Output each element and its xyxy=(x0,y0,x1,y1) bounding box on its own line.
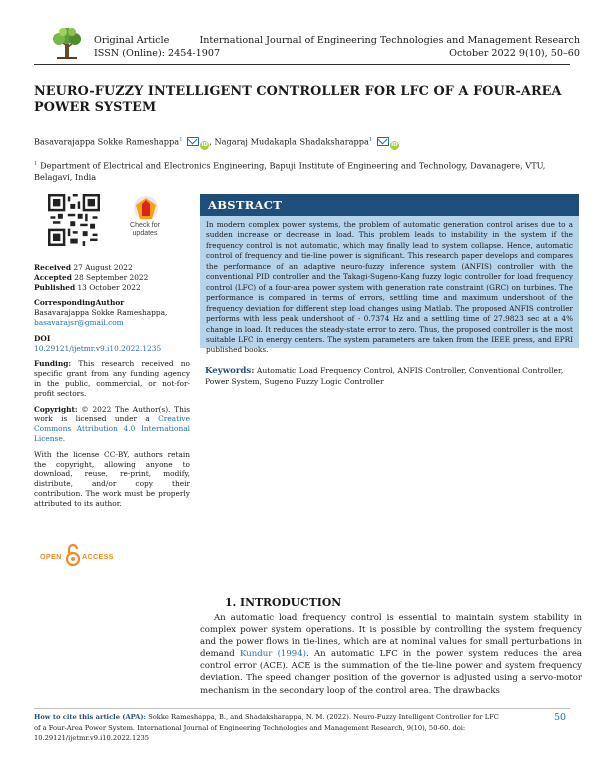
article-type: Original Article xyxy=(94,35,170,46)
journal-header xyxy=(50,26,580,60)
qr-code-icon xyxy=(48,194,100,246)
received-date: 27 August 2022 xyxy=(73,263,133,272)
abstract-text: In modern complex power systems, the problem of automatic generation control arises due to a sudden increase or decrease in load. This problem leads to instability in the system if the frequency control is not automatic, which may finally lead to system collapse. Hence, automatic control of frequency and tie-line power is significant. This research paper develops and compares the performance of an adaptive neuro-fuzzy inference system (ANFIS) controller with the conventional PID controller and the Takagi-Sugeno-Kang fuzzy logic controller for load frequency control (LFC) of a four-area power system with generation rate constraint (GRC) on turbines. The performance is compared in terms of errors, settling time and maximum undershoot of the frequency deviation for different step load changes using Matlab. The proposed ANFIS controller performs with less peak undershoot of - 0.7374 Hz and a settling time of 27.9823 sec at a 4% change in load. It reduces the steady-state error to zero. Thus, the proposed controller is the most suitable LFC in energy centers. The system parameters are taken from the IEEE press, and EPRI published books. xyxy=(206,220,573,355)
article-meta xyxy=(34,263,190,515)
keywords-label: Keywords: xyxy=(205,366,255,376)
keywords-text: Automatic Load Frequency Control, ANFIS Controller, Conventional Controller, Power System, Sugeno Fuzzy Logic Controller xyxy=(205,366,564,386)
abstract-heading: ABSTRACT xyxy=(208,198,283,212)
issn: ISSN (Online): 2454-1907 xyxy=(94,48,221,59)
journal-name: International Journal of Engineering Technologies and Management Research xyxy=(199,35,580,46)
copyright-text: © 2022 The Author(s). This work is licensed under a xyxy=(34,404,190,424)
corresponding-label: CorrespondingAuthor xyxy=(34,298,125,308)
corresponding-author xyxy=(34,298,190,327)
corresponding-email-link[interactable]: basavarajsr@gmail.com xyxy=(34,317,124,327)
how-to-cite-label: How to cite this article (APA): xyxy=(34,713,147,721)
doi-block xyxy=(34,334,190,354)
intro-text-b: . An automatic LFC in the power system reduces the area control error (ACE). ACE is the summation of the tie-line power and system frequency deviation. The speed changer position of the governor is adjusted using a servo-motor mechanism in the secondary loop of the control area. The drawbacks xyxy=(200,649,583,696)
funding-label: Funding: xyxy=(34,359,72,369)
keywords xyxy=(205,366,575,387)
issue-info: October 2022 9(10), 50–60 xyxy=(449,48,580,59)
citation-text: Sokke Rameshappa, B., and Shadaksharappa, N. M. (2022). Neuro-Fuzzy Intelligent Controller for LFC of a Four-Area Power System. International Journal of Engineering Technologies and Management Research, 9(10), 50-60. doi: 10.29121/ijetmr.v9.i10.2022.1235 xyxy=(34,713,499,742)
open-access-label-right: ACCESS xyxy=(82,552,114,561)
doi-label: DOI xyxy=(34,333,51,343)
dates xyxy=(34,263,190,292)
published-date: 13 October 2022 xyxy=(77,282,141,292)
funding-block xyxy=(34,359,190,398)
section-heading: 1. INTRODUCTION xyxy=(225,596,342,609)
footer-divider xyxy=(34,708,570,709)
open-lock-icon xyxy=(66,544,80,566)
author-2-sup: 1 xyxy=(368,137,373,143)
copyright-block xyxy=(34,405,190,444)
journal-tree-logo-icon xyxy=(50,26,84,62)
author-list: Basavarajappa Sokke Rameshappa$^1$ iD, Nagaraj Mudakapla Shadaksharappa$^1$ iD xyxy=(34,136,398,148)
abstract-box xyxy=(200,194,579,355)
intro-text-a: An automatic load frequency control is essential to maintain system stability in complex power system operations. It is possible by controlling the system frequency and the power flows in tie-lines, which are at nominal values for small perturbations in demand xyxy=(200,613,582,660)
funding-text: This research received no specific grant from any funding agency in the public, commercial, or not-for-profit sectors. xyxy=(34,359,190,398)
open-access-badge xyxy=(40,544,120,566)
doi-link[interactable]: 10.29121/ijetmr.v9.i10.2022.1235 xyxy=(34,343,162,353)
affiliation-text: Department of Electrical and Electronics Engineering, Bapuji Institute of Engineering and Technology, Davanagere, VTU, Belagavi, India xyxy=(34,160,546,183)
open-access-label-left: OPEN xyxy=(40,552,62,561)
accepted-label: Accepted xyxy=(34,272,72,282)
author-1: Basavarajappa Sokke Rameshappa xyxy=(34,136,180,147)
intro-paragraph xyxy=(200,612,582,697)
orcid-icon[interactable]: iD xyxy=(201,141,208,148)
license-link[interactable]: Creative Commons Attribution 4.0 International License. xyxy=(34,414,190,443)
email-icon[interactable] xyxy=(377,137,389,146)
published-label: Published xyxy=(34,282,76,292)
copyright-label: Copyright: xyxy=(34,404,78,414)
check-for-updates-label[interactable]: Check for updates xyxy=(130,222,160,237)
page-number: 50 xyxy=(554,712,567,723)
received-label: Received xyxy=(34,263,72,272)
accepted-date: 28 September 2022 xyxy=(74,272,149,282)
author-2: Nagaraj Mudakapla Shadaksharappa xyxy=(214,136,369,147)
header-divider xyxy=(34,64,570,65)
abstract-header xyxy=(200,194,579,216)
paper-title: NEURO-FUZZY INTELLIGENT CONTROLLER FOR LFC OF A FOUR-AREA POWER SYSTEM xyxy=(34,84,562,115)
author-1-sup: 1 xyxy=(179,137,183,143)
corresponding-name: Basavarajappa Sokke Rameshappa, xyxy=(34,308,168,318)
orcid-icon[interactable]: iD xyxy=(391,141,398,148)
citation-link[interactable]: Kundur (1994) xyxy=(240,649,306,660)
license-block xyxy=(34,450,190,509)
header-right xyxy=(199,34,580,60)
affiliation xyxy=(34,159,570,184)
affiliation-sup: 1 xyxy=(34,161,38,167)
license-text: With the license CC-BY, authors retain the copyright, allowing anyone to download, reuse, re-print, modify, distribute, and/or copy their contribution. The work must be properly attributed to its author. xyxy=(34,449,190,508)
email-icon[interactable] xyxy=(187,137,199,146)
footer-citation xyxy=(34,712,504,744)
check-for-updates-icon[interactable] xyxy=(120,195,172,247)
